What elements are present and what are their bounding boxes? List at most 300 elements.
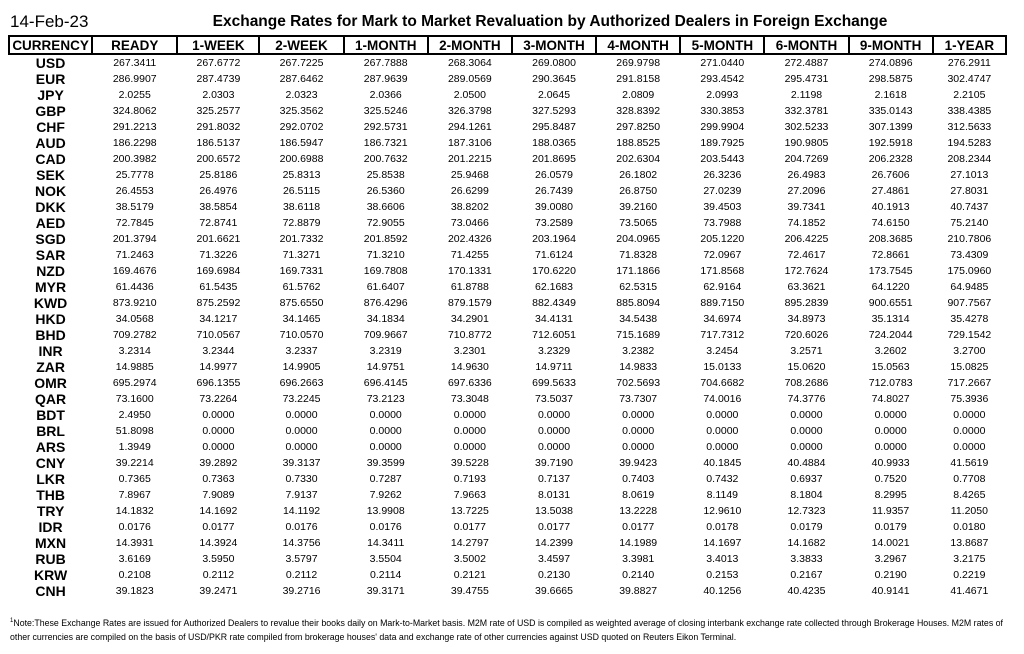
rate-cell: 0.0177 xyxy=(622,521,655,533)
rate-cell: 71.3210 xyxy=(366,249,405,261)
table-row xyxy=(9,439,1006,455)
rate-cell: 74.6150 xyxy=(871,217,910,229)
rate-cell: 3.3981 xyxy=(622,553,655,565)
rate-cell: 14.3924 xyxy=(199,537,238,549)
table-row xyxy=(9,359,1006,375)
column-header: 1-YEAR xyxy=(933,36,1006,54)
rate-cell: 0.0000 xyxy=(874,409,907,421)
rate-cell: 39.2214 xyxy=(115,457,154,469)
rate-cell: 3.2700 xyxy=(953,345,986,357)
rate-cell: 39.3171 xyxy=(366,585,405,597)
rate-cell: 14.1692 xyxy=(199,505,238,517)
rate-cell: 39.2892 xyxy=(199,457,238,469)
table-row xyxy=(9,423,1006,439)
currency-code: KRW xyxy=(33,567,68,583)
table-row xyxy=(9,151,1006,167)
rate-cell: 882.4349 xyxy=(532,297,576,309)
rate-cell: 73.3048 xyxy=(450,393,489,405)
rate-cell: 0.7330 xyxy=(285,473,318,485)
rate-cell: 39.4755 xyxy=(450,585,489,597)
table-row xyxy=(9,71,1006,87)
rate-cell: 25.8538 xyxy=(366,169,405,181)
rate-cell: 201.8592 xyxy=(363,233,408,245)
rate-cell: 14.2797 xyxy=(450,537,489,549)
rate-cell: 0.2140 xyxy=(622,569,655,581)
table-row xyxy=(9,407,1006,423)
rate-cell: 25.8313 xyxy=(282,169,321,181)
rate-cell: 324.8062 xyxy=(112,105,157,117)
rate-cell: 14.9711 xyxy=(535,361,573,373)
rate-cell: 40.1845 xyxy=(703,457,742,469)
rate-cell: 14.3411 xyxy=(367,537,405,549)
rate-cell: 51.8098 xyxy=(115,425,154,437)
rate-cell: 0.0000 xyxy=(202,425,235,437)
rate-cell: 61.6407 xyxy=(366,281,405,293)
rate-cell: 696.1355 xyxy=(196,377,241,389)
rate-cell: 0.0000 xyxy=(369,409,402,421)
rate-cell: 74.8027 xyxy=(871,393,910,405)
rate-cell: 2.1198 xyxy=(790,89,823,101)
rate-cell: 3.2382 xyxy=(622,345,655,357)
rate-cell: 14.2399 xyxy=(535,537,573,549)
currency-code: QAR xyxy=(35,391,67,407)
rate-cell: 287.9639 xyxy=(363,73,408,85)
rate-cell: 12.9610 xyxy=(703,505,742,517)
rate-cell: 0.0000 xyxy=(537,425,571,437)
rate-cell: 3.2967 xyxy=(874,553,907,565)
currency-code: THB xyxy=(36,487,65,503)
rate-cell: 695.2974 xyxy=(112,377,157,389)
currency-code: HKD xyxy=(35,311,66,327)
rate-cell: 63.3621 xyxy=(787,281,826,293)
currency-code: MXN xyxy=(35,535,67,551)
rate-cell: 3.5950 xyxy=(202,553,235,565)
rate-cell: 175.0960 xyxy=(947,265,992,277)
currency-code: JPY xyxy=(37,87,64,103)
rate-cell: 74.1852 xyxy=(787,217,826,229)
rate-cell: 72.0967 xyxy=(703,249,742,261)
rate-cell: 0.7193 xyxy=(453,473,486,485)
rate-cell: 290.3645 xyxy=(532,73,576,85)
rate-cell: 75.3936 xyxy=(950,393,989,405)
rate-cell: 14.9833 xyxy=(619,361,658,373)
rate-cell: 201.8695 xyxy=(532,153,576,165)
currency-code: CNH xyxy=(35,583,66,599)
rate-cell: 39.2471 xyxy=(199,585,238,597)
rate-cell: 170.1331 xyxy=(447,265,492,277)
rate-cell: 34.8973 xyxy=(787,313,826,325)
rate-cell: 13.7225 xyxy=(450,505,489,517)
rate-cell: 15.0825 xyxy=(950,361,989,373)
rate-cell: 0.2219 xyxy=(953,569,986,581)
rate-cell: 0.2190 xyxy=(874,569,907,581)
rate-cell: 8.0619 xyxy=(622,489,655,501)
table-row xyxy=(9,455,1006,471)
rate-cell: 34.2901 xyxy=(450,313,489,325)
rate-cell: 8.4265 xyxy=(953,489,986,501)
rate-cell: 205.1220 xyxy=(700,233,745,245)
rate-cell: 34.0568 xyxy=(115,313,154,325)
rate-cell: 0.0179 xyxy=(790,521,823,533)
rate-cell: 200.3982 xyxy=(112,153,157,165)
rate-cell: 1.3949 xyxy=(118,441,151,453)
rate-cell: 0.0000 xyxy=(790,409,823,421)
rate-cell: 39.8827 xyxy=(619,585,658,597)
rate-cell: 169.6984 xyxy=(196,265,241,277)
rate-cell: 287.6462 xyxy=(279,73,324,85)
rate-cell: 200.7632 xyxy=(363,153,408,165)
rate-cell: 14.0021 xyxy=(871,537,910,549)
footnote xyxy=(10,614,1010,644)
column-header: 2-MONTH xyxy=(428,36,512,54)
rate-cell: 11.2050 xyxy=(950,505,988,517)
rate-cell: 0.0176 xyxy=(285,521,318,533)
rate-cell: 71.4255 xyxy=(450,249,489,261)
rate-cell: 709.9667 xyxy=(363,329,408,341)
rate-cell: 0.0000 xyxy=(202,409,235,421)
rate-cell: 325.5246 xyxy=(363,105,408,117)
rate-cell: 338.4385 xyxy=(947,105,992,117)
rate-cell: 328.8392 xyxy=(616,105,661,117)
rate-cell: 3.2175 xyxy=(953,553,986,565)
currency-code: BHD xyxy=(35,327,66,343)
rate-cell: 71.2463 xyxy=(115,249,154,261)
table-row xyxy=(9,487,1006,503)
rate-cell: 3.2454 xyxy=(706,345,739,357)
rate-cell: 0.0000 xyxy=(953,441,986,453)
rate-cell: 0.0000 xyxy=(790,425,823,437)
currency-code: INR xyxy=(38,343,63,359)
rate-cell: 0.0177 xyxy=(202,521,235,533)
rate-cell: 0.0000 xyxy=(790,441,823,453)
rate-cell: 39.7341 xyxy=(787,201,826,213)
rate-cell: 900.6551 xyxy=(868,297,913,309)
rate-cell: 697.6336 xyxy=(447,377,492,389)
currency-code: CAD xyxy=(35,151,66,167)
table-row xyxy=(9,551,1006,567)
rate-cell: 171.1866 xyxy=(616,265,661,277)
rate-cell: 3.2301 xyxy=(453,345,486,357)
table-row xyxy=(9,247,1006,263)
rate-cell: 2.0993 xyxy=(706,89,739,101)
currency-code: BDT xyxy=(36,407,65,423)
rate-cell: 13.9908 xyxy=(366,505,405,517)
rate-cell: 269.0800 xyxy=(532,57,576,69)
rate-cell: 0.0000 xyxy=(202,441,235,453)
currency-code: ARS xyxy=(35,439,66,455)
rate-cell: 269.9798 xyxy=(616,57,661,69)
currency-code: EUR xyxy=(35,71,66,87)
rate-cell: 72.9055 xyxy=(366,217,405,229)
rate-cell: 0.7708 xyxy=(953,473,986,485)
rate-cell: 699.5633 xyxy=(532,377,576,389)
table-row xyxy=(9,263,1006,279)
rate-cell: 40.9141 xyxy=(871,585,910,597)
rate-cell: 202.6304 xyxy=(616,153,661,165)
rate-cell: 186.5947 xyxy=(279,137,324,149)
rate-cell: 25.9468 xyxy=(450,169,489,181)
rate-cell: 62.9164 xyxy=(703,281,742,293)
rate-cell: 34.6974 xyxy=(703,313,742,325)
rate-cell: 208.3685 xyxy=(868,233,913,245)
rate-cell: 187.3106 xyxy=(447,137,492,149)
rate-cell: 3.5002 xyxy=(453,553,486,565)
currency-code: AED xyxy=(35,215,66,231)
rate-cell: 27.4861 xyxy=(871,185,910,197)
rate-cell: 0.0000 xyxy=(537,441,571,453)
column-header: 9-MONTH xyxy=(849,36,933,54)
rate-cell: 267.6772 xyxy=(196,57,241,69)
rate-cell: 26.4553 xyxy=(115,185,154,197)
rate-cell: 724.2044 xyxy=(868,329,913,341)
rate-cell: 0.0177 xyxy=(453,521,486,533)
rate-cell: 203.5443 xyxy=(700,153,745,165)
table-row xyxy=(9,343,1006,359)
rate-cell: 202.4326 xyxy=(447,233,492,245)
rate-cell: 64.1220 xyxy=(871,281,910,293)
rate-cell: 3.2344 xyxy=(202,345,235,357)
rate-cell: 206.4225 xyxy=(784,233,829,245)
rate-cell: 186.7321 xyxy=(363,137,408,149)
rate-cell: 0.0000 xyxy=(453,425,486,437)
rate-cell: 38.5854 xyxy=(199,201,238,213)
exchange-rates-table xyxy=(8,35,1007,599)
rate-cell: 298.5875 xyxy=(868,73,913,85)
rate-cell: 0.2112 xyxy=(285,569,318,581)
column-header: 1-MONTH xyxy=(344,36,428,54)
rate-cell: 41.5619 xyxy=(950,457,989,469)
rate-cell: 62.5315 xyxy=(619,281,658,293)
rate-cell: 3.3833 xyxy=(790,553,823,565)
rate-cell: 720.6026 xyxy=(784,329,829,341)
rate-cell: 875.6550 xyxy=(279,297,324,309)
table-row xyxy=(9,567,1006,583)
rate-cell: 190.9805 xyxy=(784,137,829,149)
rate-cell: 39.0080 xyxy=(535,201,573,213)
rate-cell: 3.5797 xyxy=(285,553,318,565)
column-header: 6-MONTH xyxy=(764,36,848,54)
rate-cell: 885.8094 xyxy=(616,297,661,309)
rate-cell: 208.2344 xyxy=(947,153,992,165)
rate-cell: 3.2319 xyxy=(369,345,402,357)
rate-cell: 276.2911 xyxy=(947,57,991,69)
column-header: 1-WEEK xyxy=(177,36,259,54)
rate-cell: 39.6665 xyxy=(535,585,573,597)
rate-cell: 14.1192 xyxy=(282,505,321,517)
rate-cell: 14.1989 xyxy=(619,537,658,549)
table-row xyxy=(9,471,1006,487)
currency-code: OMR xyxy=(34,375,67,391)
rate-cell: 26.8750 xyxy=(619,185,658,197)
rate-cell: 294.1261 xyxy=(447,121,492,133)
rate-cell: 702.5693 xyxy=(616,377,661,389)
rate-cell: 0.0000 xyxy=(285,409,318,421)
rate-cell: 0.0178 xyxy=(706,521,739,533)
rate-cell: 297.8250 xyxy=(616,121,661,133)
rate-cell: 8.1804 xyxy=(790,489,823,501)
rate-cell: 307.1399 xyxy=(868,121,913,133)
rate-cell: 172.7624 xyxy=(784,265,829,277)
currency-code: CHF xyxy=(36,119,65,135)
rate-cell: 26.5115 xyxy=(282,185,321,197)
currency-code: IDR xyxy=(38,519,63,535)
rate-cell: 73.4309 xyxy=(950,249,989,261)
currency-code: SAR xyxy=(35,247,66,263)
rate-cell: 39.3599 xyxy=(366,457,405,469)
rate-cell: 14.1697 xyxy=(703,537,742,549)
rate-cell: 27.1013 xyxy=(950,169,989,181)
rate-cell: 302.4747 xyxy=(947,73,992,85)
rate-cell: 26.6299 xyxy=(450,185,489,197)
rate-cell: 169.4676 xyxy=(112,265,157,277)
rate-cell: 335.0143 xyxy=(868,105,913,117)
rate-cell: 0.2121 xyxy=(453,569,486,581)
rate-cell: 13.2228 xyxy=(619,505,658,517)
table-row xyxy=(9,87,1006,103)
rate-cell: 0.0176 xyxy=(369,521,402,533)
rate-cell: 3.4013 xyxy=(706,553,739,565)
table-row xyxy=(9,231,1006,247)
footnote-text: Note:These Exchange Rates are issued for Authorized Dealers to revalue their books daily on Mark-to-Market basis. M2M rate of USD is compiled as weighted average of closing interbank exchange rate collected through Brokerage Houses. M2M rates of other currencies are compiled on the basis of USD/PKR rate compiled from brokerage houses' data and exchange rate of other currencies against USD quoted on Reuters Eikon Terminal. xyxy=(10,617,1004,642)
currency-code: TRY xyxy=(36,503,65,519)
rate-cell: 34.1834 xyxy=(366,313,405,325)
rate-cell: 0.0000 xyxy=(453,441,486,453)
rate-cell: 267.7225 xyxy=(279,57,324,69)
currency-code: DKK xyxy=(35,199,66,215)
rate-cell: 291.2213 xyxy=(112,121,157,133)
rate-cell: 325.2577 xyxy=(196,105,241,117)
rate-cell: 326.3798 xyxy=(447,105,492,117)
rate-cell: 200.6572 xyxy=(196,153,241,165)
rate-cell: 39.3137 xyxy=(282,457,321,469)
rate-cell: 14.1832 xyxy=(115,505,154,517)
table-row xyxy=(9,167,1006,183)
rate-cell: 3.2337 xyxy=(285,345,318,357)
rate-cell: 0.0000 xyxy=(706,409,739,421)
rate-cell: 72.8661 xyxy=(871,249,910,261)
rate-cell: 61.8788 xyxy=(450,281,489,293)
rate-cell: 332.3781 xyxy=(784,105,829,117)
rate-cell: 40.1256 xyxy=(703,585,742,597)
rate-cell: 204.7269 xyxy=(784,153,829,165)
rate-cell: 696.4145 xyxy=(363,377,408,389)
rate-cell: 34.1465 xyxy=(282,313,321,325)
rate-cell: 710.0567 xyxy=(196,329,241,341)
rate-cell: 26.4983 xyxy=(787,169,826,181)
rate-cell: 708.2686 xyxy=(784,377,829,389)
rate-cell: 192.5918 xyxy=(868,137,913,149)
rate-cell: 201.6621 xyxy=(196,233,241,245)
rate-cell: 201.2215 xyxy=(447,153,492,165)
rate-cell: 3.6169 xyxy=(118,553,151,565)
rate-cell: 26.5360 xyxy=(366,185,405,197)
rate-cell: 0.0180 xyxy=(953,521,986,533)
rate-cell: 14.3931 xyxy=(115,537,154,549)
rate-cell: 14.3756 xyxy=(282,537,321,549)
rate-cell: 40.4235 xyxy=(787,585,826,597)
rate-cell: 729.1542 xyxy=(947,329,992,341)
rate-cell: 2.0500 xyxy=(453,89,486,101)
rate-cell: 62.1683 xyxy=(535,281,573,293)
rate-cell: 7.9262 xyxy=(369,489,402,501)
currency-code: LKR xyxy=(36,471,65,487)
rate-cell: 3.4597 xyxy=(537,553,571,565)
rate-cell: 0.0000 xyxy=(622,409,655,421)
currency-code: MYR xyxy=(35,279,67,295)
rate-cell: 0.0176 xyxy=(118,521,151,533)
rate-cell: 889.7150 xyxy=(700,297,745,309)
rate-cell: 15.0620 xyxy=(787,361,826,373)
rate-cell: 71.3226 xyxy=(199,249,238,261)
rate-cell: 0.0000 xyxy=(953,425,986,437)
rate-cell: 169.7808 xyxy=(363,265,408,277)
rate-cell: 39.5228 xyxy=(450,457,489,469)
rate-cell: 267.3411 xyxy=(113,57,157,69)
rate-cell: 268.3064 xyxy=(447,57,492,69)
rate-cell: 2.0809 xyxy=(622,89,655,101)
rate-cell: 7.8967 xyxy=(118,489,151,501)
rate-cell: 7.9663 xyxy=(453,489,486,501)
rate-cell: 717.7312 xyxy=(700,329,745,341)
currency-code: SEK xyxy=(36,167,65,183)
rate-cell: 41.4671 xyxy=(950,585,989,597)
rate-cell: 0.0000 xyxy=(453,409,486,421)
rate-cell: 12.7323 xyxy=(787,505,826,517)
rate-cell: 75.2140 xyxy=(950,217,989,229)
table-row xyxy=(9,199,1006,215)
rate-cell: 895.2839 xyxy=(784,297,829,309)
rate-cell: 13.5038 xyxy=(535,505,573,517)
rate-cell: 875.2592 xyxy=(196,297,241,309)
rate-cell: 312.5633 xyxy=(947,121,992,133)
rate-cell: 0.0000 xyxy=(953,409,986,421)
rate-cell: 39.4503 xyxy=(703,201,742,213)
rate-cell: 0.7287 xyxy=(369,473,402,485)
rate-cell: 40.7437 xyxy=(950,201,989,213)
column-header: 3-MONTH xyxy=(512,36,596,54)
rate-cell: 71.3271 xyxy=(282,249,321,261)
rate-cell: 200.6988 xyxy=(279,153,324,165)
currency-code: RUB xyxy=(35,551,66,567)
rate-cell: 206.2328 xyxy=(868,153,913,165)
rate-cell: 25.7778 xyxy=(115,169,154,181)
rate-cell: 289.0569 xyxy=(447,73,492,85)
rate-cell: 39.2160 xyxy=(619,201,658,213)
table-row xyxy=(9,119,1006,135)
table-row xyxy=(9,215,1006,231)
rate-cell: 35.1314 xyxy=(871,313,910,325)
rate-cell: 73.2245 xyxy=(282,393,321,405)
rate-cell: 210.7806 xyxy=(947,233,992,245)
rate-cell: 203.1964 xyxy=(532,233,576,245)
currency-code: BRL xyxy=(36,423,65,439)
rate-cell: 170.6220 xyxy=(532,265,576,277)
rate-cell: 38.8202 xyxy=(450,201,489,213)
rate-cell: 0.6937 xyxy=(790,473,823,485)
rate-cell: 0.0000 xyxy=(369,441,402,453)
rate-cell: 715.1689 xyxy=(616,329,661,341)
table-row xyxy=(9,295,1006,311)
rate-cell: 14.9751 xyxy=(366,361,405,373)
rate-cell: 73.2123 xyxy=(366,393,405,405)
rate-cell: 40.9933 xyxy=(871,457,910,469)
table-row xyxy=(9,183,1006,199)
rate-cell: 704.6682 xyxy=(700,377,745,389)
column-header: CURRENCY xyxy=(9,36,92,54)
rate-cell: 7.9137 xyxy=(285,489,318,501)
rate-cell: 27.0239 xyxy=(703,185,742,197)
rate-cell: 0.0000 xyxy=(706,441,739,453)
